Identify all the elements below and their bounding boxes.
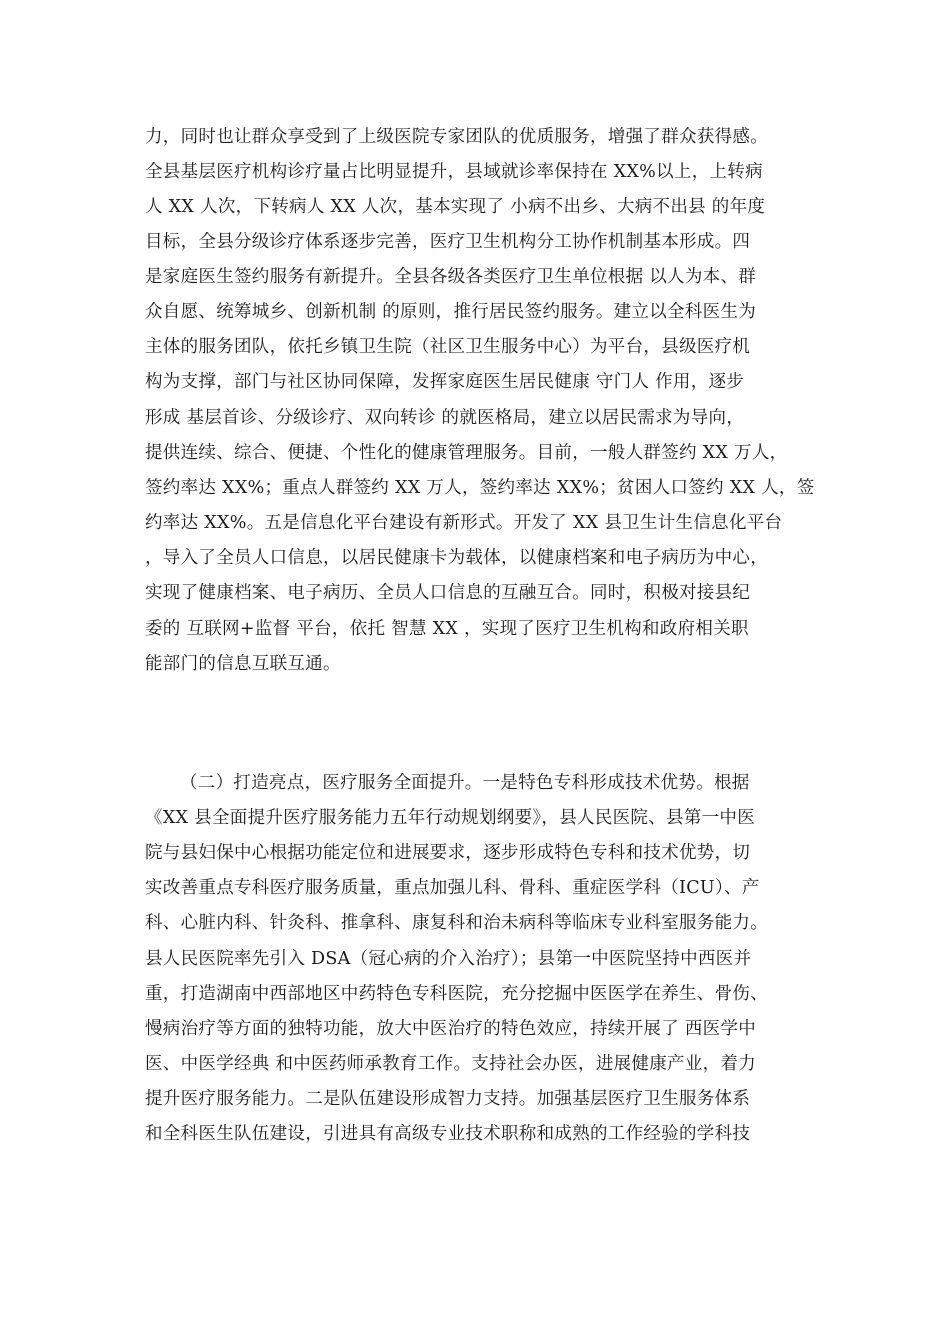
text-line: 全县基层医疗机构诊疗量占比明显提升，县域就诊率保持在 XX%以上，上转病 [145,162,763,182]
text-line: 形成 基层首诊、分级诊疗、双向转诊 的就医格局，建立以居民需求为导向， [145,408,745,428]
text-line: 和全科医生队伍建设，引进具有高级专业技术职称和成熟的工作经验的学科技 [145,1124,751,1144]
text-line: 县人民医院率先引入 DSA（冠心病的介入治疗）；县第一中医院坚持中西医并 [145,949,752,969]
text-line: 委的 互联网+监督 平台，依托 智慧 XX ，实现了医疗卫生机构和政府相关职 [145,619,749,639]
text-line: 《XX 县全面提升医疗服务能力五年行动规划纲要》，县人民医院、县第一中医 [145,808,756,828]
text-line: 医、中医学经典 和中医药师承教育工作。支持社会办医，进展健康产业，着力 [145,1054,757,1074]
text-line: 力，同时也让群众享受到了上级医院专家团队的优质服务，增强了群众获得感。 [145,127,768,147]
text-line: 目标，全县分级诊疗体系逐步完善，医疗卫生机构分工协作机制基本形成。四 [145,232,751,252]
text-line: 慢病治疗等方面的独特功能，放大中医治疗的特色效应，持续开展了 西医学中 [145,1019,757,1039]
text-line: 提供连续、综合、便捷、个性化的健康管理服务。目前，一般人群签约 XX 万人， [145,443,788,463]
text-line: 是家庭医生签约服务有新提升。全县各级各类医疗卫生单位根据 以人为本、群 [145,267,757,287]
text-line: 实现了健康档案、电子病历、全员人口信息的互融互合。同时，积极对接县纪 [145,583,751,603]
text-line: 构为支撑，部门与社区协同保障，发挥家庭医生居民健康 守门人 作用，逐步 [145,372,745,392]
text-line: 院与县妇保中心根据功能定位和进展要求，逐步形成特色专科和技术优势，切 [145,843,751,863]
text-line: 提升医疗服务能力。二是队伍建设形成智力支持。加强基层医疗卫生服务体系 [145,1089,751,1109]
text-line: 人 XX 人次，下转病人 XX 人次，基本实现了 小病不出乡、大病不出县 的年度 [145,197,766,217]
text-line: 能部门的信息互联互通。 [145,654,341,674]
text-line: 约率达 XX%。五是信息化平台建设有新形式。开发了 XX 县卫生计生信息化平台 [145,513,783,533]
text-line: 重，打造湖南中西部地区中药特色专科医院，充分挖掘中医医学在养生、骨伤、 [145,984,768,1004]
text-line: 众自愿、统筹城乡、创新机制 的原则，推行居民签约服务。建立以全科医生为 [145,302,757,322]
text-line: 签约率达 XX%；重点人群签约 XX 万人，签约率达 XX%；贫困人口签约 XX 人，签 [145,478,815,498]
text-line: 实改善重点专科医疗服务质量，重点加强儿科、骨科、重症医学科（ICU）、产 [145,878,760,898]
text-line: 主体的服务团队，依托乡镇卫生院（社区卫生服务中心）为平台，县级医疗机 [145,337,751,357]
text-line: 科、心脏内科、针灸科、推拿科、康复科和治未病科等临床专业科室服务能力。 [145,913,768,933]
paragraph-heading-line: （二）打造亮点，医疗服务全面提升。一是特色专科形成技术优势。根据 [180,773,750,793]
text-line: ，导入了全员人口信息，以居民健康卡为载体，以健康档案和电子病历为中心， [145,548,768,568]
